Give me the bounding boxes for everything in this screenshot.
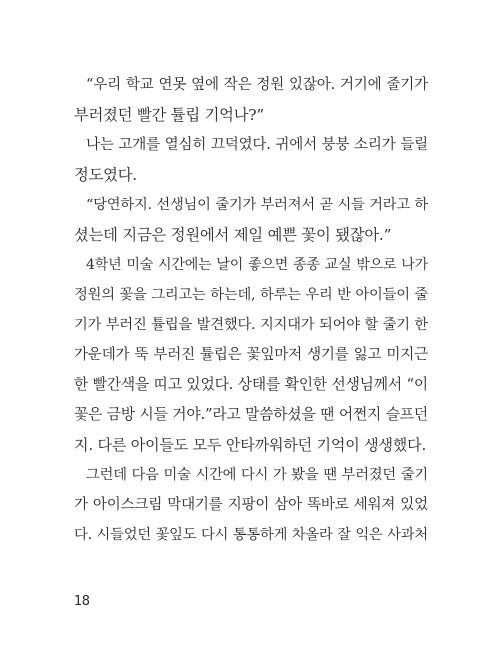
text-line: 셨는데 지금은 정원에서 제일 예쁜 꽃이 됐잖아.”: [74, 226, 392, 244]
text-line: 나는 고개를 열심히 끄덕였다. 귀에서 붕붕 소리가 들릴: [86, 136, 428, 153]
text-line: 부러졌던 빨간 튤립 기억나?”: [74, 106, 264, 124]
text-line: 정원의 꽃을 그리고는 하는데, 하루는 우리 반 아이들이 줄: [74, 287, 428, 303]
text-line: 가운데가 뚝 부러진 튤립은 꽃잎마저 생기를 잃고 미지근: [74, 346, 428, 363]
page-number: 18: [74, 594, 90, 609]
body-text: [74, 70, 428, 550]
text-line: 지. 다른 아이들도 모두 안타까워하던 기억이 생생했다.: [74, 436, 427, 454]
text-line: 정도였다.: [74, 166, 137, 184]
text-line: 그런데 다음 미술 시간에 다시 가 봤을 땐 부러졌던 줄기: [86, 467, 428, 483]
text-line: 기가 부러진 튤립을 발견했다. 지지대가 되어야 할 줄기 한: [74, 317, 428, 333]
text-line: 가 아이스크림 막대기를 지팡이 삼아 똑바로 세워져 있었: [74, 496, 428, 513]
text-line: 한 빨간색을 띠고 있었다. 상태를 확인한 선생님께서 “이: [74, 376, 428, 393]
text-line: 4학년 미술 시간에는 날이 좋으면 종종 교실 밖으로 나가: [86, 257, 428, 273]
text-line: “당연하지. 선생님이 줄기가 부러져서 곧 시들 거라고 하: [86, 197, 428, 213]
text-line: 꽃은 금방 시들 거야.”라고 말씀하셨을 땐 어쩐지 슬프던: [74, 406, 428, 423]
text-line: “우리 학교 연못 옆에 작은 정원 있잖아. 거기에 줄기가: [86, 76, 428, 93]
text-line: 다. 시들었던 꽃잎도 다시 통통하게 차올라 잘 익은 사과처: [74, 527, 428, 543]
